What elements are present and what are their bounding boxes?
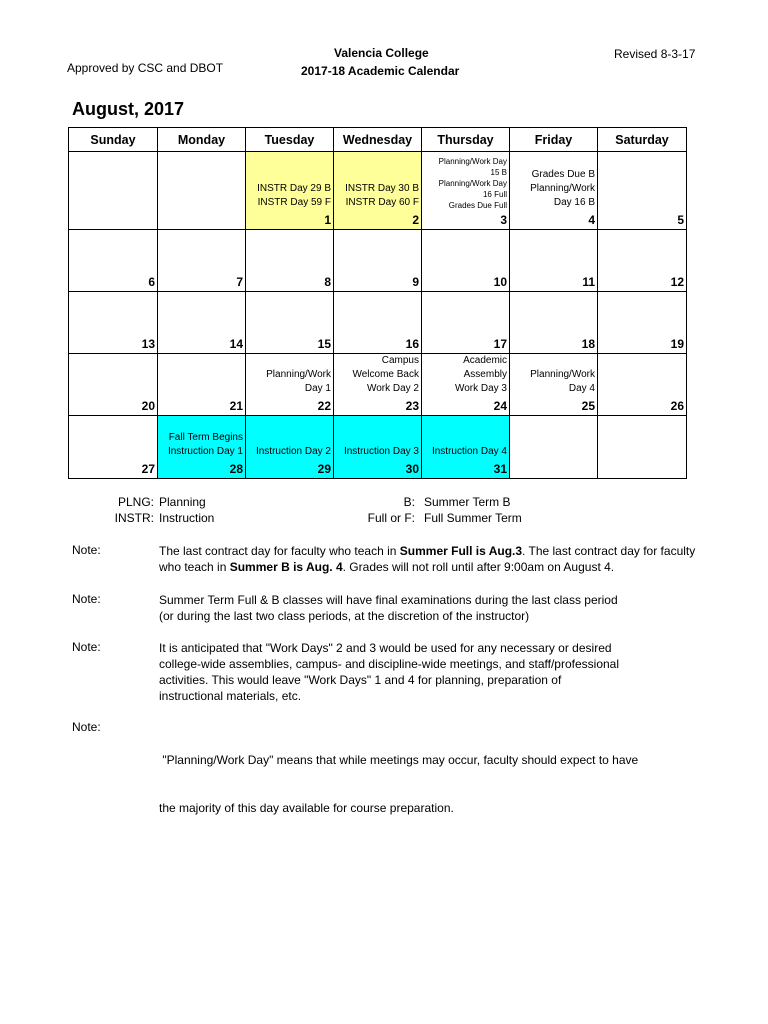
note-contract-days: The last contract day for faculty who teach in Summer Full is Aug.3. The last contract day for faculty who teach in Summer B is Aug. 4. Grades will not roll until after 9:00am on August 4. bbox=[159, 544, 696, 574]
legend-abbr-full: Full or F: bbox=[367, 511, 415, 525]
note-label: Note: bbox=[72, 543, 101, 557]
day-cell bbox=[510, 230, 598, 292]
day-cell bbox=[158, 292, 246, 354]
day-cell-empty bbox=[510, 416, 598, 479]
day-number: 13 bbox=[141, 337, 155, 351]
cell-note: Welcome Back bbox=[352, 369, 419, 380]
day-cell bbox=[69, 230, 158, 292]
cell-note: 15 B bbox=[490, 168, 507, 177]
day-cell bbox=[510, 354, 598, 416]
note-work-days: It is anticipated that "Work Days" 2 and 3 would be used for any necessary or desired college-wide assemblies, campus- and discipline-wide meetings, and staff/professional activities. This would leave "Work Days" 1 and 4 for planning, preparation of instructional materials, etc. bbox=[159, 641, 620, 703]
day-cell bbox=[334, 230, 422, 292]
day-number: 24 bbox=[493, 399, 507, 413]
week-row bbox=[69, 230, 687, 292]
day-number: 28 bbox=[229, 462, 243, 476]
day-cell bbox=[69, 354, 158, 416]
day-number: 30 bbox=[405, 462, 419, 476]
cell-note: INSTR Day 30 B bbox=[345, 183, 419, 194]
cell-note: Academic bbox=[463, 355, 507, 366]
day-cell bbox=[598, 152, 687, 230]
day-number: 20 bbox=[141, 399, 155, 413]
cell-note: Assembly bbox=[463, 369, 507, 380]
day-number: 18 bbox=[581, 337, 595, 351]
day-cell bbox=[246, 416, 334, 479]
week-row bbox=[69, 152, 687, 230]
day-number: 8 bbox=[324, 275, 331, 289]
day-cell bbox=[246, 230, 334, 292]
cell-note: Fall Term Begins bbox=[168, 432, 243, 443]
day-number: 10 bbox=[493, 275, 507, 289]
weekday-sunday: Sunday bbox=[69, 128, 158, 152]
legend-desc-b: Summer Term B bbox=[424, 495, 511, 509]
weekday-monday: Monday bbox=[158, 128, 246, 152]
cell-note: 16 Full bbox=[482, 190, 507, 199]
note-final-exams: Summer Term Full & B classes will have final examinations during the last class period (or during the last two class periods, at the discretion of the instructor) bbox=[159, 593, 618, 623]
calendar-title: 2017-18 Academic Calendar bbox=[301, 64, 460, 78]
cell-note: Grades Due B bbox=[531, 169, 595, 180]
day-cell-empty bbox=[598, 416, 687, 479]
cell-note: Work Day 3 bbox=[454, 383, 507, 394]
day-number: 15 bbox=[317, 337, 331, 351]
cell-note: Grades Due Full bbox=[448, 201, 507, 210]
note-planning-definition: "Planning/Work Day" means that while meetings may occur, faculty should expect to have the majority of this day available for course preparation. bbox=[159, 753, 639, 815]
cell-note: Instruction Day 1 bbox=[167, 446, 243, 457]
day-number: 14 bbox=[229, 337, 243, 351]
day-number: 25 bbox=[581, 399, 595, 413]
day-cell bbox=[334, 354, 422, 416]
day-number: 29 bbox=[317, 462, 331, 476]
cell-note: Work Day 2 bbox=[366, 383, 419, 394]
cell-note: Instruction Day 3 bbox=[343, 446, 419, 457]
day-cell bbox=[158, 416, 246, 479]
cell-note: Day 16 B bbox=[553, 197, 595, 208]
legend-abbr-plng: PLNG: bbox=[117, 495, 154, 509]
month-title: August, 2017 bbox=[72, 99, 185, 119]
legend-abbr-b: B: bbox=[403, 495, 415, 509]
day-cell bbox=[69, 416, 158, 479]
day-cell bbox=[422, 230, 510, 292]
day-cell bbox=[246, 354, 334, 416]
day-cell bbox=[334, 152, 422, 230]
day-cell bbox=[422, 354, 510, 416]
day-number: 7 bbox=[236, 275, 243, 289]
weekday-header-row bbox=[69, 128, 687, 152]
day-cell bbox=[510, 292, 598, 354]
note-label: Note: bbox=[72, 592, 101, 606]
day-cell bbox=[510, 152, 598, 230]
week-row bbox=[69, 416, 687, 479]
day-number: 2 bbox=[412, 213, 419, 227]
day-number: 6 bbox=[148, 275, 155, 289]
day-cell bbox=[598, 230, 687, 292]
week-row bbox=[69, 354, 687, 416]
weekday-saturday: Saturday bbox=[598, 128, 687, 152]
day-number: 17 bbox=[493, 337, 507, 351]
cell-note: Planning/Work bbox=[266, 369, 331, 380]
note-label: Note: bbox=[72, 720, 101, 734]
cell-note: Planning/Work bbox=[530, 183, 595, 194]
day-number: 23 bbox=[405, 399, 419, 413]
day-number: 4 bbox=[588, 213, 595, 227]
legend-desc-instr: Instruction bbox=[159, 511, 215, 525]
calendar-grid bbox=[68, 127, 687, 479]
day-cell bbox=[158, 354, 246, 416]
approved-by-text: Approved by CSC and DBOT bbox=[67, 61, 224, 75]
day-number: 26 bbox=[670, 399, 684, 413]
day-cell bbox=[246, 292, 334, 354]
day-number: 11 bbox=[582, 275, 595, 289]
day-cell bbox=[246, 152, 334, 230]
revised-date: Revised 8-3-17 bbox=[614, 47, 696, 61]
day-cell bbox=[598, 292, 687, 354]
day-cell bbox=[158, 230, 246, 292]
cell-note: Instruction Day 4 bbox=[431, 446, 507, 457]
college-name: Valencia College bbox=[334, 46, 429, 60]
cell-note: Planning/Work bbox=[530, 369, 595, 380]
day-number: 27 bbox=[141, 462, 155, 476]
day-number: 12 bbox=[670, 275, 684, 289]
day-cell bbox=[422, 416, 510, 479]
day-cell bbox=[69, 292, 158, 354]
day-cell-empty bbox=[69, 152, 158, 230]
cell-note: Campus bbox=[381, 355, 419, 366]
cell-note: Planning/Work Day bbox=[438, 157, 507, 166]
day-cell-empty bbox=[158, 152, 246, 230]
day-number: 31 bbox=[493, 462, 507, 476]
cell-note: INSTR Day 60 F bbox=[345, 197, 419, 208]
legend-desc-plng: Planning bbox=[159, 495, 206, 509]
cell-note: INSTR Day 29 B bbox=[257, 183, 331, 194]
day-cell bbox=[334, 292, 422, 354]
day-number: 22 bbox=[317, 399, 331, 413]
day-cell bbox=[334, 416, 422, 479]
day-cell bbox=[422, 152, 510, 230]
cell-note: INSTR Day 59 F bbox=[257, 197, 331, 208]
weekday-tuesday: Tuesday bbox=[246, 128, 334, 152]
week-row bbox=[69, 292, 687, 354]
legend-abbr-instr: INSTR: bbox=[114, 511, 154, 525]
note-label: Note: bbox=[72, 640, 101, 654]
weekday-wednesday: Wednesday bbox=[334, 128, 422, 152]
cell-note: Instruction Day 2 bbox=[255, 446, 331, 457]
day-cell bbox=[598, 354, 687, 416]
weekday-friday: Friday bbox=[510, 128, 598, 152]
day-number: 3 bbox=[500, 213, 507, 227]
day-number: 16 bbox=[405, 337, 419, 351]
day-number: 5 bbox=[677, 213, 684, 227]
day-number: 21 bbox=[229, 399, 243, 413]
day-number: 19 bbox=[670, 337, 684, 351]
cell-note: Day 1 bbox=[304, 383, 331, 394]
weekday-thursday: Thursday bbox=[422, 128, 510, 152]
day-number: 1 bbox=[324, 213, 331, 227]
legend-desc-full: Full Summer Term bbox=[424, 511, 522, 525]
day-cell bbox=[422, 292, 510, 354]
cell-note: Planning/Work Day bbox=[438, 179, 507, 188]
day-number: 9 bbox=[412, 275, 419, 289]
cell-note: Day 4 bbox=[568, 383, 595, 394]
